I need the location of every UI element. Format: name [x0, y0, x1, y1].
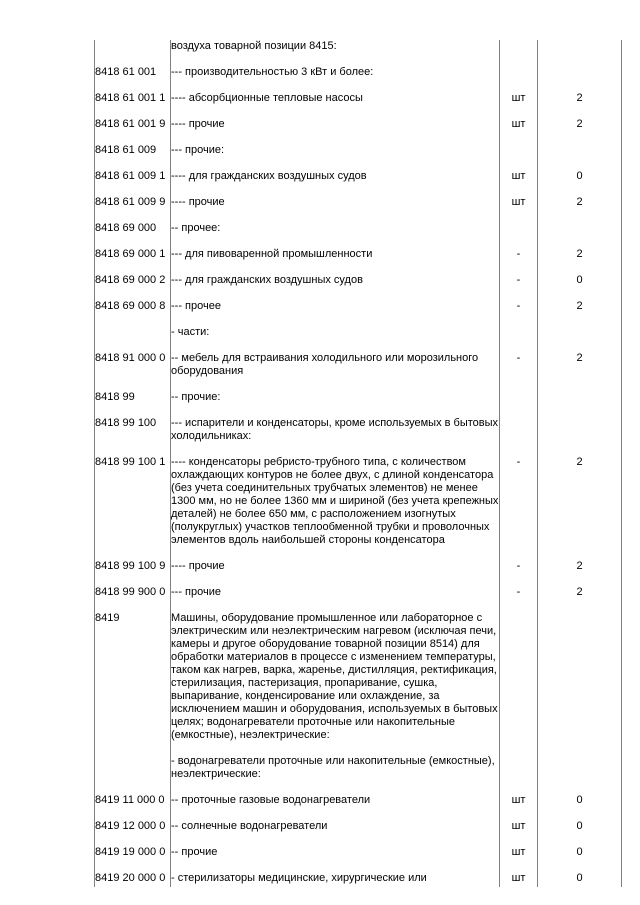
table-row	[95, 248, 622, 274]
row-description: -- солнечные водонагреватели	[171, 820, 500, 846]
table-row	[95, 196, 622, 222]
row-code: 8418 61 001 9	[95, 118, 171, 144]
row-description: --- прочие	[171, 586, 500, 612]
row-code	[95, 755, 171, 794]
row-unit: шт	[500, 92, 538, 118]
row-code: 8418 91 000 0	[95, 352, 171, 391]
table-row	[95, 92, 622, 118]
row-code: 8418 61 001 1	[95, 92, 171, 118]
row-quantity	[538, 66, 622, 92]
row-code: 8418 69 000 8	[95, 300, 171, 326]
row-description: - водонагреватели проточные или накопительные (емкостные), неэлектрические:	[171, 755, 500, 794]
table-row	[95, 391, 622, 417]
row-unit: -	[500, 586, 538, 612]
table-row	[95, 872, 622, 887]
row-description: ---- прочие	[171, 560, 500, 586]
table-row	[95, 846, 622, 872]
row-unit: шт	[500, 872, 538, 887]
row-code: 8419 12 000 0	[95, 820, 171, 846]
row-code: 8418 61 009 1	[95, 170, 171, 196]
table-row	[95, 352, 622, 391]
row-code: 8418 99	[95, 391, 171, 417]
row-description: --- прочие:	[171, 144, 500, 170]
row-quantity: 2	[538, 586, 622, 612]
row-code	[95, 326, 171, 352]
row-code: 8419 19 000 0	[95, 846, 171, 872]
table-row	[95, 144, 622, 170]
row-quantity: 2	[538, 300, 622, 326]
row-unit: -	[500, 560, 538, 586]
row-code: 8419 20 000 0	[95, 872, 171, 887]
row-unit	[500, 755, 538, 794]
row-description: -- прочее:	[171, 222, 500, 248]
row-unit	[500, 40, 538, 66]
table-row	[95, 326, 622, 352]
row-unit	[500, 66, 538, 92]
row-quantity: 0	[538, 170, 622, 196]
row-description: -- мебель для встраивания холодильного или морозильного оборудования	[171, 352, 500, 391]
row-quantity: 2	[538, 352, 622, 391]
row-description: - части:	[171, 326, 500, 352]
row-quantity	[538, 144, 622, 170]
row-code: 8418 99 100	[95, 417, 171, 456]
row-unit	[500, 417, 538, 456]
row-description: ---- абсорбционные тепловые насосы	[171, 92, 500, 118]
table-row	[95, 456, 622, 560]
row-unit	[500, 144, 538, 170]
row-description: ---- для гражданских воздушных судов	[171, 170, 500, 196]
row-unit: -	[500, 456, 538, 560]
row-quantity: 2	[538, 196, 622, 222]
row-unit: -	[500, 300, 538, 326]
row-quantity: 2	[538, 560, 622, 586]
row-code	[95, 40, 171, 66]
row-unit: шт	[500, 846, 538, 872]
row-code: 8418 99 900 0	[95, 586, 171, 612]
row-unit: шт	[500, 170, 538, 196]
row-description: ---- прочие	[171, 118, 500, 144]
row-quantity	[538, 417, 622, 456]
table-row	[95, 300, 622, 326]
row-code: 8418 61 009	[95, 144, 171, 170]
row-code: 8418 69 000 2	[95, 274, 171, 300]
row-quantity: 2	[538, 456, 622, 560]
row-description: Машины, оборудование промышленное или лабораторное с электрическим или неэлектрическим нагревом (исключая печи, камеры и другое оборудование товарной позиции 8514) для обработки материалов в процессе с изменением температуры, таком как нагрев, варка, жаренье, дистилляция, ректификация, стерилизация, пастеризация, пропаривание, сушка, выпаривание, конденсирование или охлаждение, за исключением машин и оборудования, используемых в бытовых целях; водонагреватели проточные или накопительные (емкостные), неэлектрические:	[171, 612, 500, 755]
table-row	[95, 794, 622, 820]
tariff-nomenclature-table	[94, 40, 622, 887]
row-quantity: 0	[538, 872, 622, 887]
row-code: 8418 99 100 9	[95, 560, 171, 586]
row-code: 8418 69 000 1	[95, 248, 171, 274]
row-code: 8418 99 100 1	[95, 456, 171, 560]
row-quantity	[538, 40, 622, 66]
row-unit	[500, 222, 538, 248]
table-row	[95, 755, 622, 794]
table-row	[95, 274, 622, 300]
row-description: -- прочие:	[171, 391, 500, 417]
row-code: 8418 61 009 9	[95, 196, 171, 222]
table-row	[95, 222, 622, 248]
row-unit	[500, 391, 538, 417]
row-unit: -	[500, 274, 538, 300]
table-row	[95, 40, 622, 66]
table-body	[95, 40, 622, 887]
row-description: ---- конденсаторы ребристо-трубного типа, с количеством охлаждающих контуров не более двух, с длиной конденсатора (без учета соединительных трубчатых элементов) не менее 1300 мм, но не более 1360 мм и шириной (без учета крепежных деталей) не более 650 мм, с расположением изогнутых (полукруглых) участков теплообменной трубки и проволочных элементов вдоль наибольшей стороны конденсатора	[171, 456, 500, 560]
row-quantity: 0	[538, 846, 622, 872]
row-description: --- производительностью 3 кВт и более:	[171, 66, 500, 92]
row-unit	[500, 326, 538, 352]
row-unit: -	[500, 248, 538, 274]
row-quantity: 0	[538, 820, 622, 846]
row-quantity	[538, 391, 622, 417]
table-row	[95, 66, 622, 92]
table-row	[95, 170, 622, 196]
row-description: воздуха товарной позиции 8415:	[171, 40, 500, 66]
row-unit: шт	[500, 794, 538, 820]
row-code: 8419 11 000 0	[95, 794, 171, 820]
row-unit: шт	[500, 820, 538, 846]
row-unit: шт	[500, 196, 538, 222]
table-row	[95, 118, 622, 144]
row-quantity: 0	[538, 274, 622, 300]
table-row	[95, 612, 622, 755]
row-quantity	[538, 755, 622, 794]
row-description: - стерилизаторы медицинские, хирургические или	[171, 872, 500, 887]
row-quantity: 2	[538, 118, 622, 144]
row-description: --- прочее	[171, 300, 500, 326]
row-description: -- проточные газовые водонагреватели	[171, 794, 500, 820]
row-description: --- для гражданских воздушных судов	[171, 274, 500, 300]
row-code: 8418 61 001	[95, 66, 171, 92]
row-description: --- испарители и конденсаторы, кроме используемых в бытовых холодильниках:	[171, 417, 500, 456]
table-row	[95, 417, 622, 456]
row-quantity	[538, 222, 622, 248]
row-unit: -	[500, 352, 538, 391]
row-quantity	[538, 326, 622, 352]
row-code: 8418 69 000	[95, 222, 171, 248]
row-unit	[500, 612, 538, 755]
table-row	[95, 560, 622, 586]
row-quantity	[538, 612, 622, 755]
row-quantity: 2	[538, 248, 622, 274]
row-unit: шт	[500, 118, 538, 144]
table-row	[95, 586, 622, 612]
table-row	[95, 820, 622, 846]
row-code: 8419	[95, 612, 171, 755]
row-description: -- прочие	[171, 846, 500, 872]
row-quantity: 2	[538, 92, 622, 118]
row-description: --- для пивоваренной промышленности	[171, 248, 500, 274]
row-description: ---- прочие	[171, 196, 500, 222]
row-quantity: 0	[538, 794, 622, 820]
